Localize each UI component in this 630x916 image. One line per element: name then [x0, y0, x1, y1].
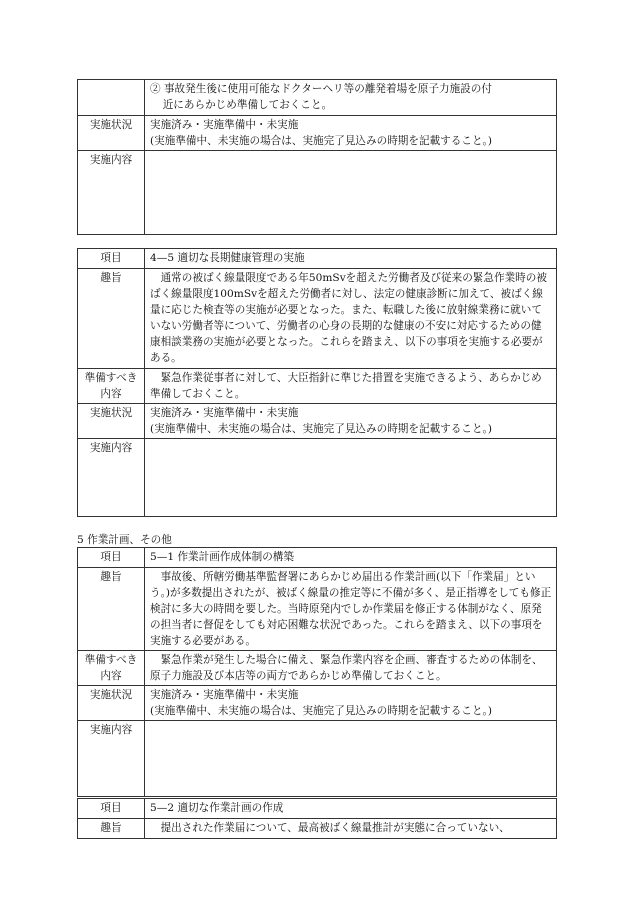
purpose-text: 事故後、所轄労働基準監督署にあらかじめ届出る作業計画(以下「作業届」という。)が多数提出されたが、被ばく線量の推定等に不備が多く、是正指導をしても修正検討に多大の時間を要した。当時原発内でしか作業届を修正する体制がなく、原発の担当者に督促をしても対応困難な状況であった。これらを踏まえ、以下の事項を実施する必要がある。: [145, 568, 557, 651]
purpose-label: 趣旨: [78, 819, 145, 839]
item-label: 項目: [78, 548, 145, 568]
prep-label: [78, 369, 145, 404]
blank-label-cell: [78, 80, 145, 116]
prep-label-line1: 準備すべき: [84, 372, 138, 384]
status-cell: [145, 404, 557, 439]
item-label: 項目: [78, 249, 145, 269]
item-2-line1: ② 事故発生後に使用可能なドクターヘリ等の離発着場を原子力施設の付: [150, 83, 492, 95]
prep-label: [78, 651, 145, 686]
status-value: 実施済み・実施準備中・未実施: [150, 119, 299, 131]
prep-label-line2: 内容: [100, 670, 122, 682]
status-note: (実施準備中、未実施の場合は、実施完了見込みの時期を記載すること。): [150, 423, 492, 435]
purpose-text: 提出された作業届について、最高被ばく線量推計が実態に合っていない、: [145, 819, 557, 839]
status-note: (実施準備中、未実施の場合は、実施完了見込みの時期を記載すること。): [150, 135, 492, 147]
prep-label-line1: 準備すべき: [84, 654, 138, 666]
status-label: 実施状況: [78, 404, 145, 439]
item-value: 4—5 適切な長期健康管理の実施: [145, 249, 557, 269]
table-4-4-continued: [77, 79, 557, 235]
content-input-area[interactable]: [145, 721, 557, 797]
table-5-1: [77, 547, 557, 797]
status-cell: [145, 116, 557, 151]
content-label: 実施内容: [78, 439, 145, 517]
item-value: 5—1 作業計画作成体制の構築: [145, 548, 557, 568]
status-label: 実施状況: [78, 686, 145, 721]
purpose-label: 趣旨: [78, 269, 145, 369]
purpose-label: 趣旨: [78, 568, 145, 651]
status-label: 実施状況: [78, 116, 145, 151]
item-2-cell: [145, 80, 557, 116]
table-5-2: [77, 798, 557, 839]
status-value: 実施済み・実施準備中・未実施: [150, 407, 299, 419]
content-label: 実施内容: [78, 721, 145, 797]
status-note: (実施準備中、未実施の場合は、実施完了見込みの時期を記載すること。): [150, 705, 492, 717]
status-value: 実施済み・実施準備中・未実施: [150, 689, 299, 701]
prep-text: 緊急作業従事者に対して、大臣指針に準じた措置を実施できるよう、あらかじめ準備しておくこと。: [145, 369, 557, 404]
item-value: 5—2 適切な作業計画の作成: [145, 799, 557, 819]
prep-label-line2: 内容: [100, 388, 122, 400]
status-cell: [145, 686, 557, 721]
content-label: 実施内容: [78, 151, 145, 235]
item-2-line2: 近にあらかじめ準備しておくこと。: [162, 99, 333, 111]
item-label: 項目: [78, 799, 145, 819]
section-heading: 5 作業計画、その他: [77, 534, 172, 546]
purpose-text: 通常の被ばく線量限度である年50mSvを超えた労働者及び従来の緊急作業時の被ばく線量限度100mSvを超えた労働者に対し、法定の健康診断に加えて、被ばく線量に応じた検査等の実施が必要となった。また、転職した後に放射線業務に就いていない労働者等について、労働者の心身の長期的な健康の不安に対応するための健康相談業務の実施が必要となった。これらを踏まえ、以下の事項を実施する必要がある。: [145, 269, 557, 369]
table-4-5: [77, 248, 557, 517]
content-input-area[interactable]: [145, 151, 557, 235]
prep-text: 緊急作業が発生した場合に備え、緊急作業内容を企画、審査するための体制を、原子力施設及び本店等の両方であらかじめ準備しておくこと。: [145, 651, 557, 686]
content-input-area[interactable]: [145, 439, 557, 517]
